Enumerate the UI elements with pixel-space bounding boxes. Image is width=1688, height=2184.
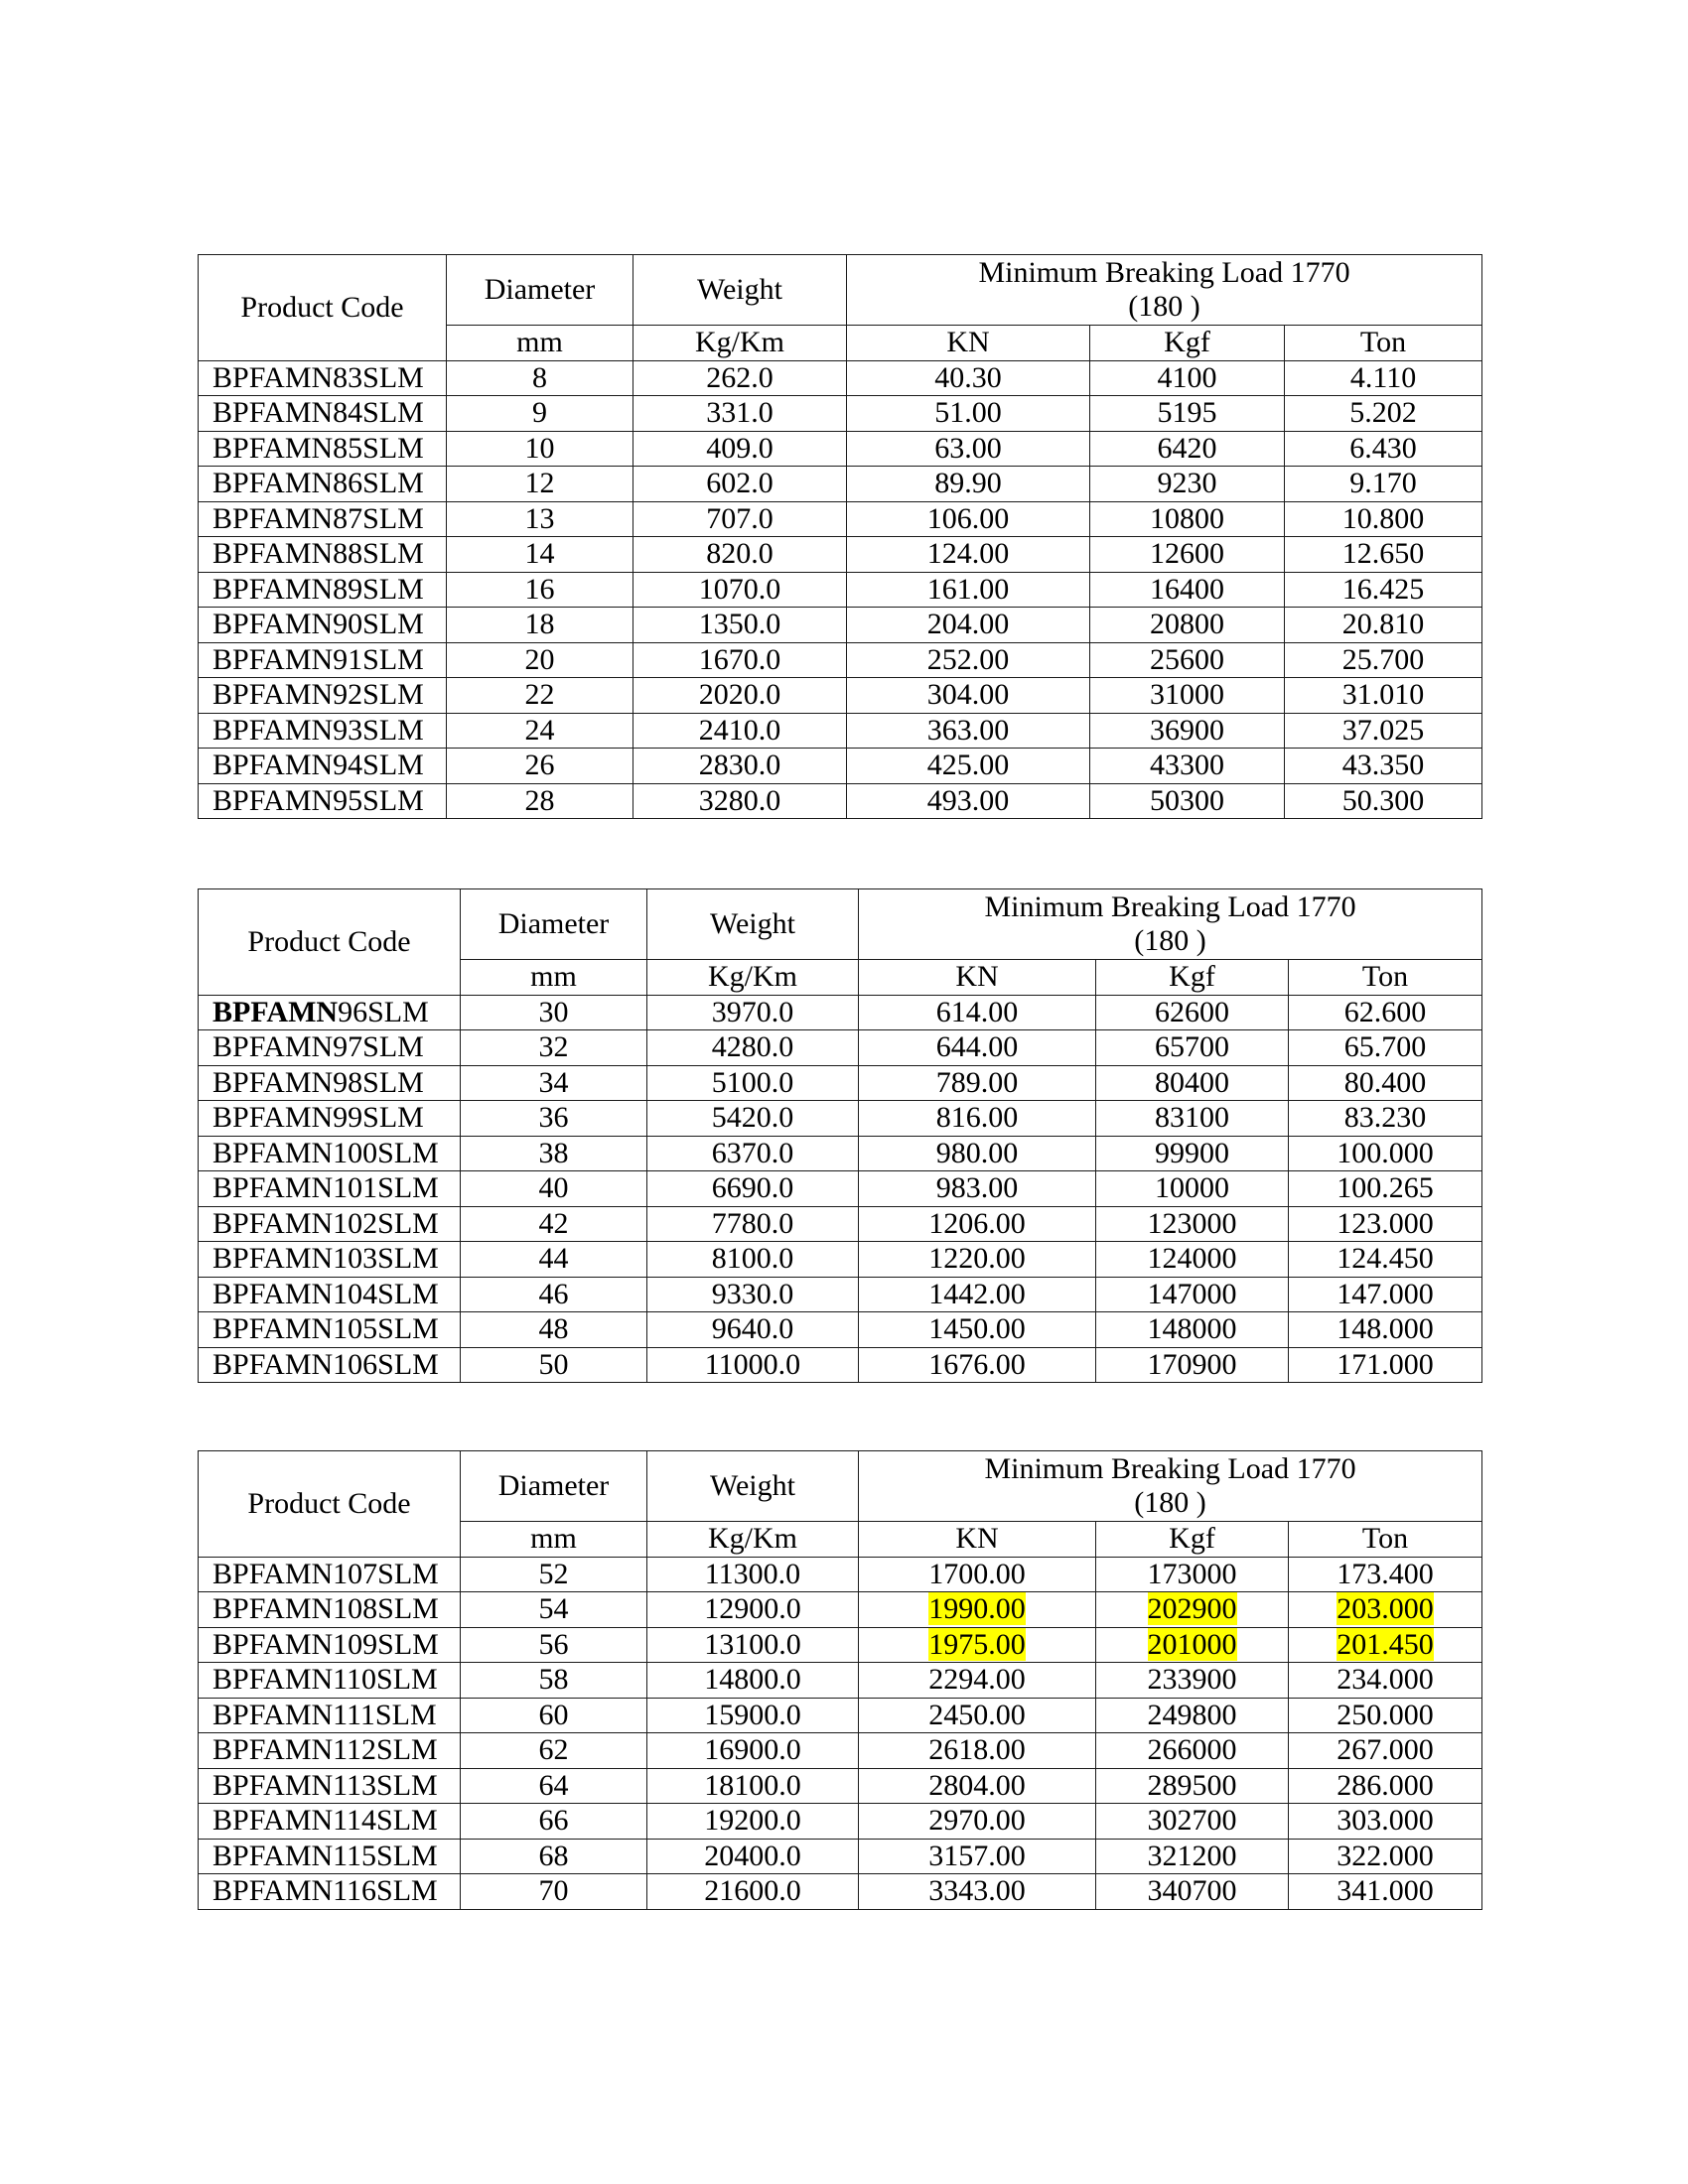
kn-cell: 204.00 (847, 608, 1090, 643)
table-row (199, 749, 1482, 784)
product-code-cell (199, 995, 461, 1030)
product-code-cell: BPFAMN86SLM (199, 467, 447, 502)
weight-cell: 331.0 (633, 396, 847, 432)
table-row (199, 678, 1482, 714)
ton-cell: 303.000 (1289, 1804, 1482, 1840)
diameter-cell: 62 (461, 1733, 647, 1769)
weight-cell: 13100.0 (647, 1627, 859, 1663)
header-product-code: Product Code (199, 255, 447, 361)
ton-cell: 171.000 (1289, 1347, 1482, 1383)
ton-cell: 31.010 (1285, 678, 1482, 714)
weight-cell: 409.0 (633, 431, 847, 467)
diameter-cell: 16 (447, 572, 633, 608)
weight-cell: 2410.0 (633, 713, 847, 749)
product-code-cell: BPFAMN110SLM (199, 1663, 461, 1699)
kn-cell: 1450.00 (859, 1312, 1096, 1348)
kgf-cell: 10000 (1096, 1171, 1289, 1207)
diameter-cell: 14 (447, 537, 633, 573)
header-product-code: Product Code (199, 1451, 461, 1558)
weight-cell: 5100.0 (647, 1065, 859, 1101)
weight-cell: 820.0 (633, 537, 847, 573)
weight-cell: 8100.0 (647, 1242, 859, 1278)
unit-mm: mm (461, 960, 647, 996)
weight-cell: 11000.0 (647, 1347, 859, 1383)
mbl-title: Minimum Breaking Load 1770 (978, 256, 1350, 289)
diameter-cell: 66 (461, 1804, 647, 1840)
unit-mm: mm (447, 326, 633, 361)
product-code-cell: BPFAMN114SLM (199, 1804, 461, 1840)
weight-cell: 9330.0 (647, 1277, 859, 1312)
table-row (199, 995, 1482, 1030)
weight-cell: 602.0 (633, 467, 847, 502)
kgf-cell: 12600 (1090, 537, 1285, 573)
header-diameter: Diameter (461, 1451, 647, 1522)
code-bold-prefix: BPFAMN (212, 995, 339, 1028)
weight-cell: 2020.0 (633, 678, 847, 714)
ton-cell: 80.400 (1289, 1065, 1482, 1101)
product-code-cell: BPFAMN100SLM (199, 1136, 461, 1171)
weight-cell: 20400.0 (647, 1839, 859, 1874)
product-code-cell: BPFAMN97SLM (199, 1030, 461, 1066)
header-weight: Weight (633, 255, 847, 326)
table-row (199, 1277, 1482, 1312)
unit-kgf: Kgf (1096, 1522, 1289, 1558)
weight-cell: 3280.0 (633, 783, 847, 819)
product-code-cell: BPFAMN92SLM (199, 678, 447, 714)
diameter-cell: 54 (461, 1592, 647, 1628)
ton-cell: 65.700 (1289, 1030, 1482, 1066)
ton-cell: 9.170 (1285, 467, 1482, 502)
ton-cell: 25.700 (1285, 642, 1482, 678)
diameter-cell: 20 (447, 642, 633, 678)
ton-cell: 83.230 (1289, 1101, 1482, 1137)
weight-cell: 5420.0 (647, 1101, 859, 1137)
table-row (199, 1663, 1482, 1699)
product-code-cell: BPFAMN116SLM (199, 1874, 461, 1910)
ton-cell: 100.265 (1289, 1171, 1482, 1207)
product-code-cell: BPFAMN115SLM (199, 1839, 461, 1874)
ton-cell: 43.350 (1285, 749, 1482, 784)
weight-cell: 15900.0 (647, 1698, 859, 1733)
kn-cell (859, 1592, 1096, 1628)
table-row (199, 1839, 1482, 1874)
diameter-cell: 13 (447, 501, 633, 537)
product-code-cell: BPFAMN84SLM (199, 396, 447, 432)
kn-cell: 2804.00 (859, 1768, 1096, 1804)
weight-cell: 12900.0 (647, 1592, 859, 1628)
kn-cell: 493.00 (847, 783, 1090, 819)
table-row (199, 1101, 1482, 1137)
product-code-cell: BPFAMN111SLM (199, 1698, 461, 1733)
header-product-code: Product Code (199, 889, 461, 996)
header-weight: Weight (647, 1451, 859, 1522)
weight-cell: 707.0 (633, 501, 847, 537)
kn-cell: 2618.00 (859, 1733, 1096, 1769)
kgf-cell: 173000 (1096, 1557, 1289, 1592)
diameter-cell: 58 (461, 1663, 647, 1699)
diameter-cell: 32 (461, 1030, 647, 1066)
diameter-cell: 56 (461, 1627, 647, 1663)
table-row (199, 1312, 1482, 1348)
ton-cell: 341.000 (1289, 1874, 1482, 1910)
unit-weight: Kg/Km (647, 1522, 859, 1558)
table-row (199, 783, 1482, 819)
unit-weight: Kg/Km (647, 960, 859, 996)
diameter-cell: 50 (461, 1347, 647, 1383)
ton-cell: 147.000 (1289, 1277, 1482, 1312)
kn-cell: 2450.00 (859, 1698, 1096, 1733)
diameter-cell: 22 (447, 678, 633, 714)
unit-kn: KN (847, 326, 1090, 361)
ton-cell: 173.400 (1289, 1557, 1482, 1592)
unit-kgf: Kgf (1096, 960, 1289, 996)
product-code-cell: BPFAMN94SLM (199, 749, 447, 784)
table-row (199, 1557, 1482, 1592)
kn-cell: 1206.00 (859, 1206, 1096, 1242)
ton-cell (1289, 1592, 1482, 1628)
kgf-cell: 83100 (1096, 1101, 1289, 1137)
weight-cell: 21600.0 (647, 1874, 859, 1910)
kgf-cell: 6420 (1090, 431, 1285, 467)
weight-cell: 1070.0 (633, 572, 847, 608)
kn-cell: 3343.00 (859, 1874, 1096, 1910)
ton-cell: 4.110 (1285, 360, 1482, 396)
weight-cell: 7780.0 (647, 1206, 859, 1242)
diameter-cell: 38 (461, 1136, 647, 1171)
kgf-cell: 36900 (1090, 713, 1285, 749)
product-code-cell: BPFAMN85SLM (199, 431, 447, 467)
ton-cell: 62.600 (1289, 995, 1482, 1030)
mbl-subtitle: (180 ) (1134, 924, 1206, 957)
weight-cell: 6690.0 (647, 1171, 859, 1207)
kn-cell: 63.00 (847, 431, 1090, 467)
table-row (199, 467, 1482, 502)
diameter-cell: 46 (461, 1277, 647, 1312)
header-weight: Weight (647, 889, 859, 960)
table-row (199, 608, 1482, 643)
diameter-cell: 9 (447, 396, 633, 432)
kgf-cell (1096, 1592, 1289, 1628)
product-code-cell: BPFAMN109SLM (199, 1627, 461, 1663)
diameter-cell: 34 (461, 1065, 647, 1101)
product-code-cell: BPFAMN113SLM (199, 1768, 461, 1804)
diameter-cell: 26 (447, 749, 633, 784)
table-row (199, 537, 1482, 573)
weight-cell: 18100.0 (647, 1768, 859, 1804)
kn-cell: 363.00 (847, 713, 1090, 749)
unit-weight: Kg/Km (633, 326, 847, 361)
product-code-cell: BPFAMN83SLM (199, 360, 447, 396)
kn-cell: 89.90 (847, 467, 1090, 502)
ton-cell: 20.810 (1285, 608, 1482, 643)
kgf-cell: 147000 (1096, 1277, 1289, 1312)
kn-cell: 789.00 (859, 1065, 1096, 1101)
kn-cell: 1442.00 (859, 1277, 1096, 1312)
weight-cell: 2830.0 (633, 749, 847, 784)
kn-cell: 304.00 (847, 678, 1090, 714)
header-min-breaking-load (859, 889, 1482, 960)
weight-cell: 1670.0 (633, 642, 847, 678)
weight-cell: 9640.0 (647, 1312, 859, 1348)
diameter-cell: 28 (447, 783, 633, 819)
spec-table-2 (198, 888, 1482, 1383)
diameter-cell: 10 (447, 431, 633, 467)
weight-cell: 14800.0 (647, 1663, 859, 1699)
highlighted-value: 1990.00 (928, 1592, 1026, 1626)
diameter-cell: 24 (447, 713, 633, 749)
ton-cell: 148.000 (1289, 1312, 1482, 1348)
kn-cell: 1700.00 (859, 1557, 1096, 1592)
spec-table-1 (198, 254, 1482, 819)
kgf-cell: 5195 (1090, 396, 1285, 432)
weight-cell: 11300.0 (647, 1557, 859, 1592)
kgf-cell: 99900 (1096, 1136, 1289, 1171)
kgf-cell: 43300 (1090, 749, 1285, 784)
diameter-cell: 44 (461, 1242, 647, 1278)
ton-cell: 322.000 (1289, 1839, 1482, 1874)
kgf-cell: 16400 (1090, 572, 1285, 608)
table-row (199, 1733, 1482, 1769)
highlighted-value: 201.450 (1336, 1627, 1434, 1661)
ton-cell: 5.202 (1285, 396, 1482, 432)
product-code-cell: BPFAMN106SLM (199, 1347, 461, 1383)
ton-cell: 267.000 (1289, 1733, 1482, 1769)
kgf-cell: 80400 (1096, 1065, 1289, 1101)
mbl-title: Minimum Breaking Load 1770 (984, 1452, 1356, 1485)
diameter-cell: 60 (461, 1698, 647, 1733)
kgf-cell: 65700 (1096, 1030, 1289, 1066)
kn-cell: 40.30 (847, 360, 1090, 396)
kn-cell: 425.00 (847, 749, 1090, 784)
weight-cell: 6370.0 (647, 1136, 859, 1171)
diameter-cell: 48 (461, 1312, 647, 1348)
kgf-cell: 148000 (1096, 1312, 1289, 1348)
header-diameter: Diameter (447, 255, 633, 326)
table-row (199, 431, 1482, 467)
table-row (199, 396, 1482, 432)
table-row (199, 1592, 1482, 1628)
product-code-cell: BPFAMN95SLM (199, 783, 447, 819)
mbl-subtitle: (180 ) (1134, 1486, 1206, 1519)
ton-cell: 123.000 (1289, 1206, 1482, 1242)
product-code-cell: BPFAMN104SLM (199, 1277, 461, 1312)
ton-cell: 234.000 (1289, 1663, 1482, 1699)
weight-cell: 4280.0 (647, 1030, 859, 1066)
kgf-cell: 302700 (1096, 1804, 1289, 1840)
kn-cell: 1220.00 (859, 1242, 1096, 1278)
kgf-cell: 62600 (1096, 995, 1289, 1030)
kn-cell (859, 1627, 1096, 1663)
product-code-cell: BPFAMN89SLM (199, 572, 447, 608)
kn-cell: 2294.00 (859, 1663, 1096, 1699)
ton-cell: 10.800 (1285, 501, 1482, 537)
kn-cell: 614.00 (859, 995, 1096, 1030)
unit-ton: Ton (1289, 960, 1482, 996)
ton-cell: 286.000 (1289, 1768, 1482, 1804)
ton-cell: 12.650 (1285, 537, 1482, 573)
kgf-cell: 124000 (1096, 1242, 1289, 1278)
table-row (199, 642, 1482, 678)
kgf-cell: 50300 (1090, 783, 1285, 819)
product-code-cell: BPFAMN107SLM (199, 1557, 461, 1592)
ton-cell: 6.430 (1285, 431, 1482, 467)
table-row (199, 1768, 1482, 1804)
table-row (199, 1874, 1482, 1910)
table-row (199, 1698, 1482, 1733)
weight-cell: 16900.0 (647, 1733, 859, 1769)
ton-cell (1289, 1627, 1482, 1663)
kn-cell: 816.00 (859, 1101, 1096, 1137)
product-code-cell: BPFAMN102SLM (199, 1206, 461, 1242)
kn-cell: 51.00 (847, 396, 1090, 432)
ton-cell: 37.025 (1285, 713, 1482, 749)
kgf-cell: 31000 (1090, 678, 1285, 714)
diameter-cell: 36 (461, 1101, 647, 1137)
product-code-cell: BPFAMN90SLM (199, 608, 447, 643)
table-row (199, 1171, 1482, 1207)
kgf-cell: 4100 (1090, 360, 1285, 396)
table-row (199, 1030, 1482, 1066)
kn-cell: 644.00 (859, 1030, 1096, 1066)
kgf-cell: 123000 (1096, 1206, 1289, 1242)
table-row (199, 1242, 1482, 1278)
table-row (199, 1065, 1482, 1101)
product-code-cell: BPFAMN93SLM (199, 713, 447, 749)
kn-cell: 2970.00 (859, 1804, 1096, 1840)
kgf-cell: 340700 (1096, 1874, 1289, 1910)
unit-kgf: Kgf (1090, 326, 1285, 361)
table-row (199, 713, 1482, 749)
diameter-cell: 30 (461, 995, 647, 1030)
diameter-cell: 42 (461, 1206, 647, 1242)
ton-cell: 50.300 (1285, 783, 1482, 819)
kn-cell: 106.00 (847, 501, 1090, 537)
diameter-cell: 12 (447, 467, 633, 502)
kgf-cell: 170900 (1096, 1347, 1289, 1383)
kgf-cell: 321200 (1096, 1839, 1289, 1874)
unit-ton: Ton (1289, 1522, 1482, 1558)
unit-kn: KN (859, 960, 1096, 996)
kn-cell: 3157.00 (859, 1839, 1096, 1874)
product-code-cell: BPFAMN103SLM (199, 1242, 461, 1278)
header-min-breaking-load (847, 255, 1482, 326)
highlighted-value: 202900 (1147, 1592, 1237, 1626)
header-diameter: Diameter (461, 889, 647, 960)
kgf-cell: 20800 (1090, 608, 1285, 643)
kn-cell: 980.00 (859, 1136, 1096, 1171)
mbl-subtitle: (180 ) (1128, 290, 1200, 323)
diameter-cell: 70 (461, 1874, 647, 1910)
ton-cell: 124.450 (1289, 1242, 1482, 1278)
kn-cell: 983.00 (859, 1171, 1096, 1207)
diameter-cell: 8 (447, 360, 633, 396)
table-row (199, 1347, 1482, 1383)
product-code-cell: BPFAMN98SLM (199, 1065, 461, 1101)
table-row (199, 1136, 1482, 1171)
table-row (199, 360, 1482, 396)
weight-cell: 262.0 (633, 360, 847, 396)
spec-table-3 (198, 1450, 1482, 1910)
kgf-cell: 25600 (1090, 642, 1285, 678)
header-min-breaking-load (859, 1451, 1482, 1522)
kn-cell: 161.00 (847, 572, 1090, 608)
highlighted-value: 201000 (1147, 1627, 1237, 1661)
product-code-cell: BPFAMN91SLM (199, 642, 447, 678)
product-code-cell: BPFAMN99SLM (199, 1101, 461, 1137)
unit-mm: mm (461, 1522, 647, 1558)
product-code-cell: BPFAMN88SLM (199, 537, 447, 573)
kgf-cell: 10800 (1090, 501, 1285, 537)
ton-cell: 250.000 (1289, 1698, 1482, 1733)
code-suffix: 96SLM (338, 995, 429, 1028)
product-code-cell: BPFAMN105SLM (199, 1312, 461, 1348)
table-row (199, 572, 1482, 608)
weight-cell: 3970.0 (647, 995, 859, 1030)
ton-cell: 16.425 (1285, 572, 1482, 608)
product-code-cell: BPFAMN108SLM (199, 1592, 461, 1628)
table-row (199, 501, 1482, 537)
unit-ton: Ton (1285, 326, 1482, 361)
diameter-cell: 18 (447, 608, 633, 643)
kgf-cell (1096, 1627, 1289, 1663)
unit-kn: KN (859, 1522, 1096, 1558)
product-code-cell: BPFAMN112SLM (199, 1733, 461, 1769)
product-code-cell: BPFAMN101SLM (199, 1171, 461, 1207)
diameter-cell: 40 (461, 1171, 647, 1207)
kn-cell: 252.00 (847, 642, 1090, 678)
highlighted-value: 203.000 (1336, 1592, 1434, 1626)
kn-cell: 1676.00 (859, 1347, 1096, 1383)
kgf-cell: 233900 (1096, 1663, 1289, 1699)
highlighted-value: 1975.00 (928, 1627, 1026, 1661)
product-code-cell: BPFAMN87SLM (199, 501, 447, 537)
weight-cell: 19200.0 (647, 1804, 859, 1840)
diameter-cell: 64 (461, 1768, 647, 1804)
weight-cell: 1350.0 (633, 608, 847, 643)
kgf-cell: 266000 (1096, 1733, 1289, 1769)
table-row (199, 1206, 1482, 1242)
table-row (199, 1804, 1482, 1840)
kn-cell: 124.00 (847, 537, 1090, 573)
kgf-cell: 249800 (1096, 1698, 1289, 1733)
kgf-cell: 9230 (1090, 467, 1285, 502)
table-row (199, 1627, 1482, 1663)
kgf-cell: 289500 (1096, 1768, 1289, 1804)
ton-cell: 100.000 (1289, 1136, 1482, 1171)
mbl-title: Minimum Breaking Load 1770 (984, 890, 1356, 923)
diameter-cell: 68 (461, 1839, 647, 1874)
diameter-cell: 52 (461, 1557, 647, 1592)
